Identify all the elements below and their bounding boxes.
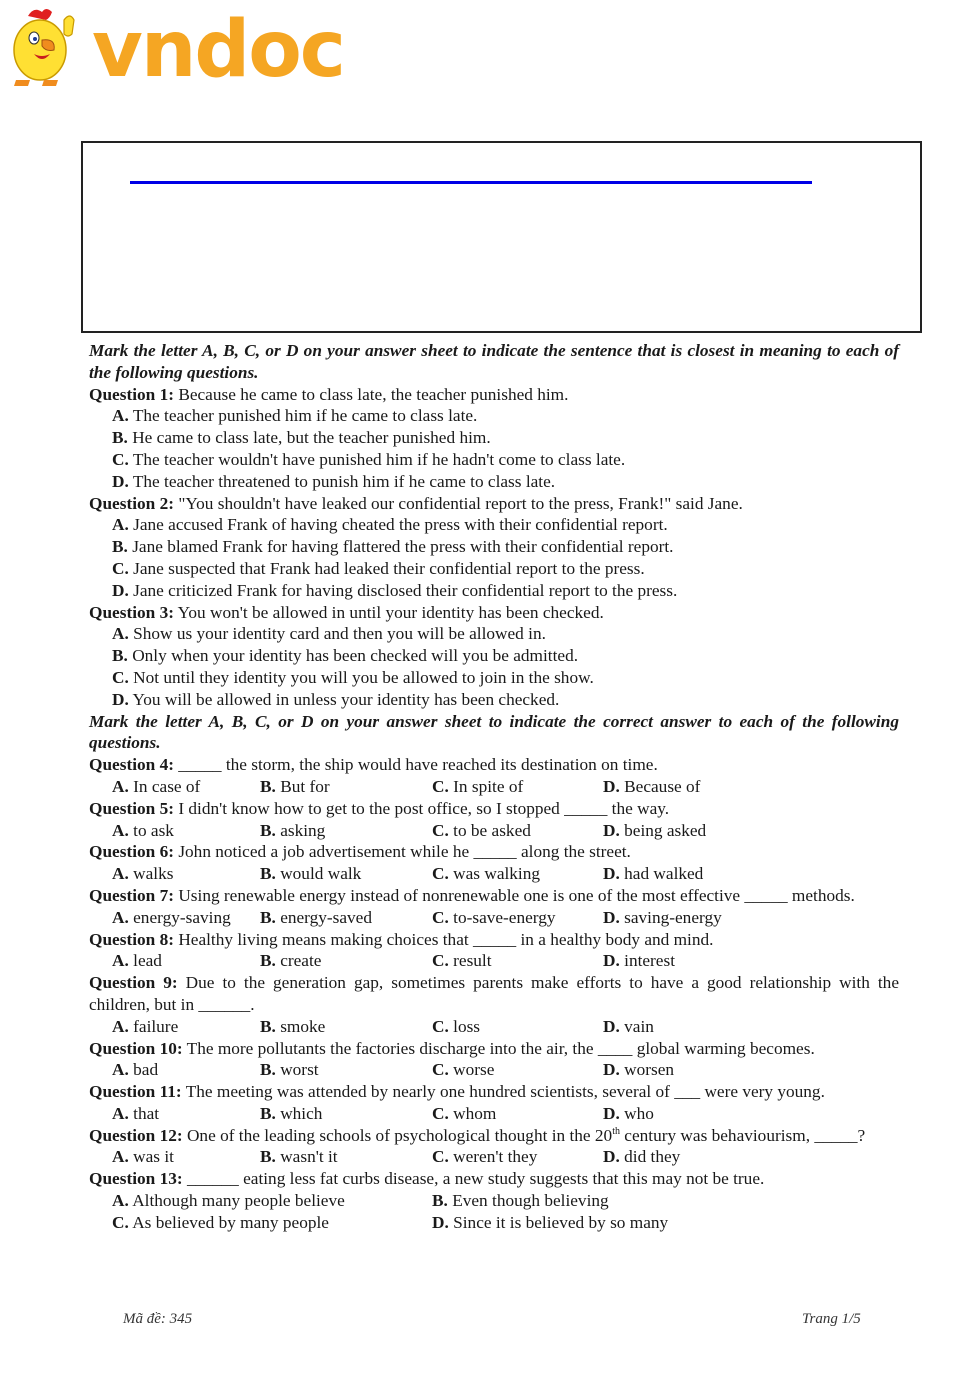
option-letter: D. <box>603 1016 620 1036</box>
option-text: whom <box>453 1103 497 1123</box>
option-letter: C. <box>112 667 129 687</box>
option-letter: C. <box>432 820 449 840</box>
option-text: smoke <box>280 1016 326 1036</box>
option-letter: A. <box>112 1060 129 1080</box>
question-text: You won't be allowed in until your identity has been checked. <box>177 602 604 622</box>
vndoc-logo <box>6 5 345 95</box>
option-letter: B. <box>260 1147 276 1167</box>
option-letter: D. <box>603 951 620 971</box>
option-text: being asked <box>624 820 707 840</box>
option-text: But for <box>280 776 330 796</box>
option-letter: C. <box>432 1016 449 1036</box>
option-letter: B. <box>112 428 128 448</box>
option-text: You will be allowed in unless your identity has been checked. <box>132 689 560 709</box>
option-letter: D. <box>603 1060 620 1080</box>
header-blue-rule <box>130 181 812 184</box>
question-label: Question 4: <box>89 755 174 775</box>
option-text: Because of <box>624 776 701 796</box>
option-letter: A. <box>112 820 129 840</box>
option-text: Show us your identity card and then you will be allowed in. <box>133 624 546 644</box>
question-5 <box>89 798 899 842</box>
question-text: Because he came to class late, the teacher punished him. <box>178 384 569 404</box>
question-text: _____ the storm, the ship would have reached its destination on time. <box>173 755 658 775</box>
option-text: He came to class late, but the teacher punished him. <box>132 428 491 448</box>
option-letter: A. <box>112 776 129 796</box>
option-letter: B. <box>260 1016 276 1036</box>
question-9 <box>89 972 899 1037</box>
option-letter: C. <box>432 776 449 796</box>
question-4 <box>89 754 899 798</box>
question-label: Question 9: <box>89 973 178 993</box>
option-text: to ask <box>133 820 174 840</box>
question-6 <box>89 841 899 885</box>
question-13 <box>89 1168 899 1233</box>
question-3 <box>89 602 899 711</box>
option-text: who <box>624 1103 654 1123</box>
exam-header-box <box>81 141 922 333</box>
option-text: worse <box>453 1060 495 1080</box>
option-letter: C. <box>432 1060 449 1080</box>
option-letter: A. <box>112 1016 129 1036</box>
option-text: result <box>453 951 492 971</box>
option-letter: B. <box>260 1103 276 1123</box>
question-text: The meeting was attended by nearly one hundred scientists, several of ___ were very young. <box>185 1082 825 1102</box>
question-1 <box>89 384 899 493</box>
option-text: Jane blamed Frank for having flattered the press with their confidential report. <box>132 537 674 557</box>
question-text: ______ eating less fat curbs disease, a new study suggests that this may not be true. <box>182 1169 765 1189</box>
option-text: Jane suspected that Frank had leaked their confidential report to the press. <box>133 558 645 578</box>
option-text: Although many people believe <box>132 1191 345 1211</box>
question-label: Question 1: <box>89 384 174 404</box>
option-letter: A. <box>112 406 129 426</box>
option-text: Jane accused Frank of having cheated the press with their confidential report. <box>133 515 668 535</box>
page-number: Trang 1/5 <box>802 1311 861 1327</box>
ordinal-suffix: th <box>612 1125 620 1137</box>
question-text: I didn't know how to get to the post office, so I stopped _____ the way. <box>178 798 670 818</box>
option-text: was it <box>133 1147 174 1167</box>
option-text: vain <box>624 1016 654 1036</box>
option-letter: B. <box>260 820 276 840</box>
option-text: wasn't it <box>280 1147 338 1167</box>
question-label: Question 12: <box>89 1125 183 1145</box>
question-label: Question 7: <box>89 885 174 905</box>
chicken-mascot-icon <box>6 6 84 92</box>
option-letter: A. <box>112 515 129 535</box>
option-letter: D. <box>603 1147 620 1167</box>
option-text: loss <box>453 1016 481 1036</box>
question-label: Question 5: <box>89 798 174 818</box>
option-text: which <box>280 1103 323 1123</box>
section-instruction: Mark the letter A, B, C, or D on your answer sheet to indicate the correct answer to each of the following questions. <box>89 711 899 753</box>
option-letter: A. <box>112 951 129 971</box>
option-letter: C. <box>432 864 449 884</box>
option-text: The teacher threatened to punish him if he came to class late. <box>132 471 556 491</box>
option-text: Even though believing <box>452 1191 609 1211</box>
option-text: energy-saved <box>280 907 372 927</box>
option-letter: C. <box>112 1212 129 1232</box>
option-letter: B. <box>260 907 276 927</box>
question-text: The more pollutants the factories discharge into the air, the ____ global warming becomes. <box>186 1038 815 1058</box>
option-letter: D. <box>603 776 620 796</box>
option-letter: D. <box>603 820 620 840</box>
option-letter: D. <box>112 689 129 709</box>
option-text: energy-saving <box>133 907 231 927</box>
option-letter: C. <box>112 558 129 578</box>
option-text: worsen <box>624 1060 675 1080</box>
option-text: As believed by many people <box>132 1212 329 1232</box>
option-text: asking <box>280 820 326 840</box>
exam-code: Mã đề: 345 <box>123 1311 193 1327</box>
option-letter: A. <box>112 864 129 884</box>
option-letter: D. <box>112 471 129 491</box>
option-letter: B. <box>112 537 128 557</box>
logo-wordmark: vndoc <box>92 5 345 95</box>
option-letter: A. <box>112 1147 129 1167</box>
option-text: failure <box>133 1016 179 1036</box>
option-letter: C. <box>112 449 129 469</box>
question-text: "You shouldn't have leaked our confidential report to the press, Frank!" said Jane. <box>178 493 743 513</box>
question-label: Question 11: <box>89 1082 182 1102</box>
option-text: create <box>280 951 322 971</box>
option-text: Since it is believed by so many <box>453 1212 669 1232</box>
option-letter: A. <box>112 1191 129 1211</box>
option-letter: B. <box>112 646 128 666</box>
question-text: One of the leading schools of psychological thought in the 20 <box>186 1125 613 1145</box>
option-letter: C. <box>432 951 449 971</box>
option-text: had walked <box>624 864 704 884</box>
option-letter: B. <box>432 1191 448 1211</box>
question-10 <box>89 1038 899 1082</box>
section-instruction: Mark the letter A, B, C, or D on your answer sheet to indicate the sentence that is closest in meaning to each of the following questions. <box>89 341 899 382</box>
option-letter: D. <box>603 864 620 884</box>
option-text: was walking <box>453 864 541 884</box>
option-letter: D. <box>603 907 620 927</box>
question-7 <box>89 885 899 929</box>
option-letter: D. <box>603 1103 620 1123</box>
question-label: Question 6: <box>89 842 174 862</box>
question-text: Using renewable energy instead of nonrenewable one is one of the most effective _____ methods. <box>178 885 855 905</box>
question-12 <box>89 1125 899 1169</box>
option-text: walks <box>133 864 174 884</box>
question-label: Question 8: <box>89 929 174 949</box>
option-letter: C. <box>432 907 449 927</box>
question-8 <box>89 929 899 973</box>
option-text: In case of <box>133 776 201 796</box>
option-text: would walk <box>280 864 362 884</box>
option-text: lead <box>133 951 162 971</box>
option-letter: A. <box>112 624 129 644</box>
option-text: interest <box>624 951 676 971</box>
question-label: Question 10: <box>89 1038 183 1058</box>
option-letter: B. <box>260 1060 276 1080</box>
option-text: Only when your identity has been checked will you be admitted. <box>132 646 579 666</box>
option-text: Not until they identity you will you be allowed to join in the show. <box>133 667 594 687</box>
question-text: Healthy living means making choices that _____ in a healthy body and mind. <box>178 929 714 949</box>
exam-content <box>89 340 899 1234</box>
option-text: did they <box>624 1147 681 1167</box>
option-letter: B. <box>260 864 276 884</box>
option-text: In spite of <box>453 776 524 796</box>
option-text: to-save-energy <box>453 907 556 927</box>
question-text: John noticed a job advertisement while he _____ along the street. <box>178 842 631 862</box>
option-text: saving-energy <box>624 907 722 927</box>
option-text: that <box>133 1103 160 1123</box>
option-text: to be asked <box>453 820 531 840</box>
option-text: weren't they <box>453 1147 538 1167</box>
question-text: Due to the generation gap, sometimes parents make efforts to have a good relationship with the children, but in ______. <box>89 973 899 1014</box>
option-letter: D. <box>112 580 129 600</box>
option-text: Jane criticized Frank for having disclosed their confidential report to the press. <box>133 580 678 600</box>
question-11 <box>89 1081 899 1125</box>
question-label: Question 2: <box>89 493 174 513</box>
option-text: The teacher wouldn't have punished him if he hadn't come to class late. <box>132 449 626 469</box>
question-label: Question 3: <box>89 602 174 622</box>
question-2 <box>89 493 899 602</box>
option-letter: B. <box>260 951 276 971</box>
option-letter: B. <box>260 776 276 796</box>
option-letter: C. <box>432 1147 449 1167</box>
option-letter: C. <box>432 1103 449 1123</box>
option-letter: A. <box>112 1103 129 1123</box>
question-text-tail: century was behaviourism, _____? <box>619 1125 866 1145</box>
option-letter: D. <box>432 1212 449 1232</box>
question-label: Question 13: <box>89 1169 183 1189</box>
option-letter: A. <box>112 907 129 927</box>
option-text: bad <box>133 1060 159 1080</box>
option-text: The teacher punished him if he came to class late. <box>132 406 478 426</box>
option-text: worst <box>280 1060 319 1080</box>
